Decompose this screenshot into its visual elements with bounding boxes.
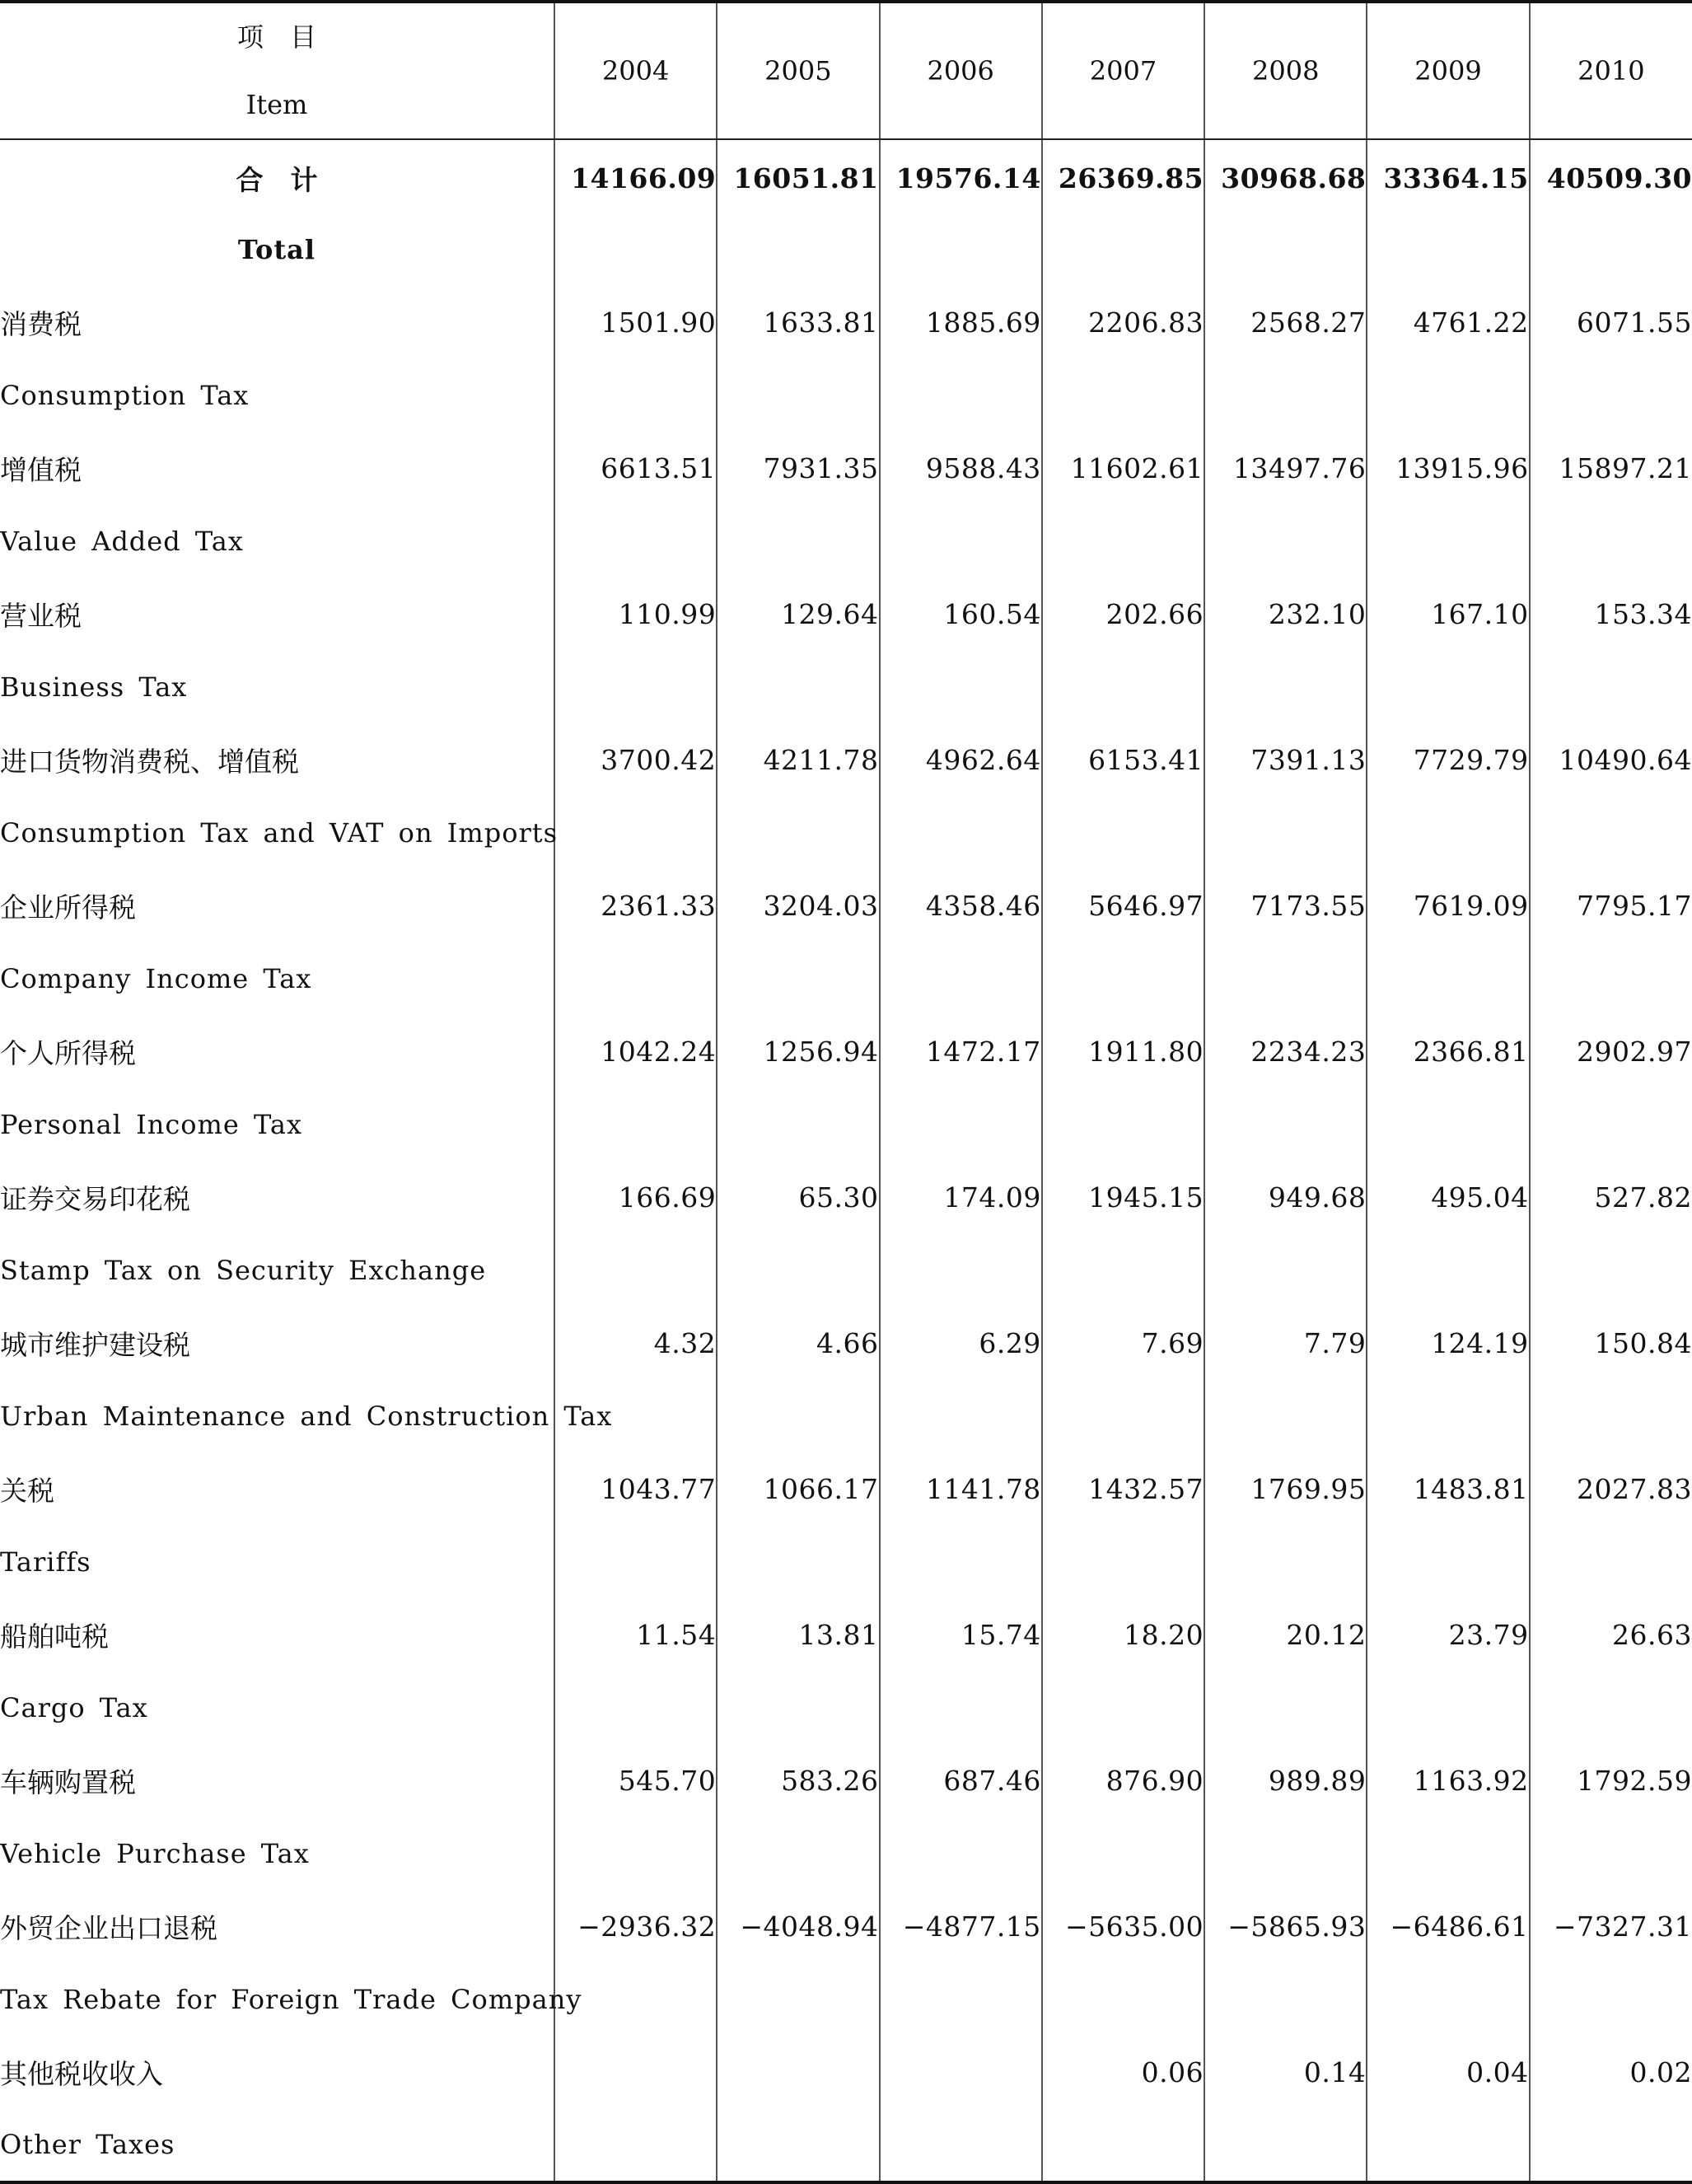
- value-cell: 4962.64: [880, 723, 1042, 797]
- row-label-en: Other Taxes: [0, 2129, 175, 2160]
- table-row: [0, 1598, 1692, 1672]
- table-row-english: [0, 1526, 1692, 1598]
- empty-cell: [880, 1672, 1042, 1744]
- value-cell: 65.30: [717, 1161, 879, 1234]
- table-row: [0, 1890, 1692, 1963]
- value-cell: 583.26: [717, 1744, 879, 1817]
- value-cell: 4358.46: [880, 869, 1042, 942]
- empty-cell: [880, 1380, 1042, 1452]
- row-label-en: Personal Income Tax: [0, 1109, 302, 1140]
- header-year: 2004: [554, 2, 717, 139]
- empty-cell: [880, 2108, 1042, 2182]
- value-cell: 10490.64: [1530, 723, 1692, 797]
- value-cell: 4.66: [717, 1307, 879, 1380]
- value-cell: 1911.80: [1042, 1015, 1204, 1088]
- header-item-zh: 项 目: [236, 21, 316, 53]
- value-cell: 15897.21: [1530, 432, 1692, 505]
- value-cell: 26369.85: [1042, 139, 1204, 213]
- row-label-en: Business Tax: [0, 671, 188, 703]
- value-cell: 1472.17: [880, 1015, 1042, 1088]
- table-row: [0, 1015, 1692, 1088]
- value-cell: 14166.09: [554, 139, 717, 213]
- value-cell: −4048.94: [717, 1890, 879, 1963]
- value-cell: 1163.92: [1367, 1744, 1529, 1817]
- value-cell: 2361.33: [554, 869, 717, 942]
- empty-cell: [1042, 1672, 1204, 1744]
- empty-cell: [1204, 1963, 1367, 2036]
- value-cell: 6153.41: [1042, 723, 1204, 797]
- value-cell: 9588.43: [880, 432, 1042, 505]
- empty-cell: [880, 1234, 1042, 1307]
- empty-cell: [554, 942, 717, 1015]
- value-cell: 1256.94: [717, 1015, 879, 1088]
- value-cell: 19576.14: [880, 139, 1042, 213]
- value-cell: 1432.57: [1042, 1452, 1204, 1526]
- empty-cell: [1042, 1526, 1204, 1598]
- value-cell: 13.81: [717, 1598, 879, 1672]
- table-row: [0, 2036, 1692, 2108]
- empty-cell: [1367, 1963, 1529, 2036]
- value-cell: 166.69: [554, 1161, 717, 1234]
- table-row-english: [0, 1380, 1692, 1452]
- row-label-en: Tax Rebate for Foreign Trade Company: [0, 1984, 582, 2015]
- value-cell: 545.70: [554, 1744, 717, 1817]
- value-cell: 949.68: [1204, 1161, 1367, 1234]
- value-cell: 202.66: [1042, 578, 1204, 651]
- empty-cell: [1530, 1088, 1692, 1161]
- value-cell: 1885.69: [880, 286, 1042, 359]
- empty-cell: [1042, 1963, 1204, 2036]
- empty-cell: [1042, 1817, 1204, 1890]
- empty-cell: [1042, 1380, 1204, 1452]
- row-label-zh: 关税: [0, 1475, 54, 1507]
- empty-cell: [1367, 359, 1529, 432]
- empty-cell: [1530, 1380, 1692, 1452]
- empty-cell: [1530, 359, 1692, 432]
- row-label-zh: 企业所得税: [0, 891, 136, 924]
- table-row-english: [0, 651, 1692, 723]
- empty-cell: [1204, 651, 1367, 723]
- empty-cell: [880, 1963, 1042, 2036]
- row-label-zh: 车辆购置税: [0, 1766, 136, 1798]
- empty-cell: [717, 213, 879, 286]
- empty-cell: [1530, 1817, 1692, 1890]
- value-cell: 1066.17: [717, 1452, 879, 1526]
- row-label-en: Total: [237, 234, 316, 265]
- value-cell: 15.74: [880, 1598, 1042, 1672]
- row-label-zh: 营业税: [0, 600, 82, 632]
- value-cell: 174.09: [880, 1161, 1042, 1234]
- empty-cell: [717, 797, 879, 869]
- empty-cell: [1204, 359, 1367, 432]
- value-cell: 1792.59: [1530, 1744, 1692, 1817]
- empty-cell: [880, 1526, 1042, 1598]
- empty-cell: [880, 213, 1042, 286]
- value-cell: 7931.35: [717, 432, 879, 505]
- empty-cell: [554, 1817, 717, 1890]
- row-label-en: Company Income Tax: [0, 963, 312, 994]
- value-cell: 1633.81: [717, 286, 879, 359]
- empty-cell: [1367, 1817, 1529, 1890]
- empty-cell: [717, 1963, 879, 2036]
- row-label-en: Cargo Tax: [0, 1692, 148, 1723]
- table-row: [0, 1307, 1692, 1380]
- value-cell: [717, 2036, 879, 2108]
- empty-cell: [1042, 1234, 1204, 1307]
- value-cell: 1501.90: [554, 286, 717, 359]
- empty-cell: [1042, 942, 1204, 1015]
- value-cell: 40509.30: [1530, 139, 1692, 213]
- empty-cell: [1367, 505, 1529, 578]
- empty-cell: [717, 359, 879, 432]
- row-label-zh: 合 计: [236, 164, 318, 196]
- value-cell: 129.64: [717, 578, 879, 651]
- row-label-zh: 消费税: [0, 308, 82, 340]
- empty-cell: [717, 1817, 879, 1890]
- table-row: [0, 869, 1692, 942]
- value-cell: 13497.76: [1204, 432, 1367, 505]
- value-cell: 0.02: [1530, 2036, 1692, 2108]
- empty-cell: [1530, 505, 1692, 578]
- empty-cell: [1042, 651, 1204, 723]
- value-cell: 6.29: [880, 1307, 1042, 1380]
- table-row-english: [0, 213, 1692, 286]
- empty-cell: [1204, 2108, 1367, 2182]
- value-cell: −2936.32: [554, 1890, 717, 1963]
- empty-cell: [554, 505, 717, 578]
- empty-cell: [880, 505, 1042, 578]
- row-label-zh: 城市维护建设税: [0, 1329, 190, 1361]
- value-cell: 1769.95: [1204, 1452, 1367, 1526]
- empty-cell: [554, 359, 717, 432]
- empty-cell: [1530, 942, 1692, 1015]
- empty-cell: [554, 1088, 717, 1161]
- header-year: 2005: [717, 2, 879, 139]
- row-label-en: Vehicle Purchase Tax: [0, 1838, 310, 1869]
- value-cell: 2027.83: [1530, 1452, 1692, 1526]
- table-body: [0, 139, 1692, 2182]
- empty-cell: [880, 797, 1042, 869]
- row-label-zh: 外贸企业出口退税: [0, 1912, 217, 1944]
- value-cell: 3204.03: [717, 869, 879, 942]
- table-row-english: [0, 505, 1692, 578]
- empty-cell: [1204, 213, 1367, 286]
- row-label-en: Consumption Tax and VAT on Imports: [0, 817, 559, 849]
- empty-cell: [1042, 797, 1204, 869]
- value-cell: 23.79: [1367, 1598, 1529, 1672]
- empty-cell: [554, 797, 717, 869]
- empty-cell: [717, 1526, 879, 1598]
- value-cell: −4877.15: [880, 1890, 1042, 1963]
- table-row-english: [0, 942, 1692, 1015]
- value-cell: 6071.55: [1530, 286, 1692, 359]
- value-cell: 7795.17: [1530, 869, 1692, 942]
- empty-cell: [1530, 651, 1692, 723]
- empty-cell: [1367, 797, 1529, 869]
- value-cell: 1042.24: [554, 1015, 717, 1088]
- empty-cell: [554, 2108, 717, 2182]
- value-cell: 2366.81: [1367, 1015, 1529, 1088]
- empty-cell: [554, 1672, 717, 1744]
- row-label-en: Tariffs: [0, 1546, 91, 1578]
- value-cell: 1483.81: [1367, 1452, 1529, 1526]
- empty-cell: [1367, 651, 1529, 723]
- value-cell: 150.84: [1530, 1307, 1692, 1380]
- empty-cell: [1204, 1234, 1367, 1307]
- table-row: [0, 1744, 1692, 1817]
- empty-cell: [1367, 1234, 1529, 1307]
- empty-cell: [1367, 1526, 1529, 1598]
- value-cell: 3700.42: [554, 723, 717, 797]
- empty-cell: [1530, 1672, 1692, 1744]
- row-label-en: Urban Maintenance and Construction Tax: [0, 1401, 613, 1432]
- empty-cell: [717, 1672, 879, 1744]
- table-row-english: [0, 797, 1692, 869]
- header-item-en: Item: [245, 89, 308, 120]
- table-row-english: [0, 359, 1692, 432]
- value-cell: −7327.31: [1530, 1890, 1692, 1963]
- value-cell: 11.54: [554, 1598, 717, 1672]
- header-year: 2007: [1042, 2, 1204, 139]
- value-cell: 687.46: [880, 1744, 1042, 1817]
- table-row: [0, 432, 1692, 505]
- value-cell: 2902.97: [1530, 1015, 1692, 1088]
- value-cell: 6613.51: [554, 432, 717, 505]
- value-cell: 7.79: [1204, 1307, 1367, 1380]
- value-cell: 7729.79: [1367, 723, 1529, 797]
- table-row-english: [0, 1234, 1692, 1307]
- empty-cell: [554, 213, 717, 286]
- empty-cell: [1530, 1526, 1692, 1598]
- table-row: [0, 139, 1692, 213]
- header-year: 2008: [1204, 2, 1367, 139]
- value-cell: 2234.23: [1204, 1015, 1367, 1088]
- value-cell: 7173.55: [1204, 869, 1367, 942]
- empty-cell: [717, 1088, 879, 1161]
- value-cell: 876.90: [1042, 1744, 1204, 1817]
- empty-cell: [717, 505, 879, 578]
- empty-cell: [880, 651, 1042, 723]
- empty-cell: [1367, 942, 1529, 1015]
- empty-cell: [1204, 1526, 1367, 1598]
- table-row-english: [0, 1963, 1692, 2036]
- value-cell: 153.34: [1530, 578, 1692, 651]
- value-cell: 11602.61: [1042, 432, 1204, 505]
- value-cell: 167.10: [1367, 578, 1529, 651]
- empty-cell: [1367, 213, 1529, 286]
- value-cell: 4.32: [554, 1307, 717, 1380]
- value-cell: 1043.77: [554, 1452, 717, 1526]
- value-cell: 0.04: [1367, 2036, 1529, 2108]
- value-cell: 13915.96: [1367, 432, 1529, 505]
- empty-cell: [1530, 1234, 1692, 1307]
- empty-cell: [554, 1526, 717, 1598]
- table-row-english: [0, 1672, 1692, 1744]
- value-cell: 160.54: [880, 578, 1042, 651]
- value-cell: 0.14: [1204, 2036, 1367, 2108]
- value-cell: 7619.09: [1367, 869, 1529, 942]
- empty-cell: [880, 1088, 1042, 1161]
- empty-cell: [1367, 1672, 1529, 1744]
- row-label-zh: 证券交易印花税: [0, 1183, 190, 1215]
- empty-cell: [1204, 1088, 1367, 1161]
- header-item-cell: [0, 2, 554, 139]
- empty-cell: [1530, 213, 1692, 286]
- row-label-zh: 船舶吨税: [0, 1620, 109, 1653]
- value-cell: 0.06: [1042, 2036, 1204, 2108]
- value-cell: 7391.13: [1204, 723, 1367, 797]
- empty-cell: [717, 1380, 879, 1452]
- value-cell: 20.12: [1204, 1598, 1367, 1672]
- value-cell: [880, 2036, 1042, 2108]
- value-cell: 110.99: [554, 578, 717, 651]
- empty-cell: [1530, 2108, 1692, 2182]
- row-label-en: Value Added Tax: [0, 526, 244, 557]
- empty-cell: [1530, 797, 1692, 869]
- empty-cell: [717, 942, 879, 1015]
- empty-cell: [1204, 505, 1367, 578]
- row-label-zh: 增值税: [0, 454, 82, 486]
- table-row: [0, 723, 1692, 797]
- empty-cell: [717, 651, 879, 723]
- table-row: [0, 1161, 1692, 1234]
- empty-cell: [1367, 2108, 1529, 2182]
- table-row-english: [0, 1088, 1692, 1161]
- value-cell: 2206.83: [1042, 286, 1204, 359]
- value-cell: 26.63: [1530, 1598, 1692, 1672]
- empty-cell: [1530, 1963, 1692, 2036]
- empty-cell: [880, 942, 1042, 1015]
- value-cell: 1141.78: [880, 1452, 1042, 1526]
- value-cell: 18.20: [1042, 1598, 1204, 1672]
- header-year: 2009: [1367, 2, 1529, 139]
- empty-cell: [1204, 1380, 1367, 1452]
- empty-cell: [1042, 1088, 1204, 1161]
- table-row-english: [0, 2108, 1692, 2182]
- value-cell: 527.82: [1530, 1161, 1692, 1234]
- empty-cell: [1204, 942, 1367, 1015]
- row-label-en: Consumption Tax: [0, 380, 250, 411]
- empty-cell: [1204, 797, 1367, 869]
- table-row-english: [0, 1817, 1692, 1890]
- empty-cell: [1204, 1672, 1367, 1744]
- value-cell: 30968.68: [1204, 139, 1367, 213]
- empty-cell: [1367, 1088, 1529, 1161]
- empty-cell: [1042, 213, 1204, 286]
- empty-cell: [880, 1817, 1042, 1890]
- value-cell: 16051.81: [717, 139, 879, 213]
- empty-cell: [1042, 505, 1204, 578]
- empty-cell: [1042, 2108, 1204, 2182]
- header-year: 2006: [880, 2, 1042, 139]
- table-row: [0, 1452, 1692, 1526]
- empty-cell: [717, 2108, 879, 2182]
- value-cell: 4211.78: [717, 723, 879, 797]
- empty-cell: [1204, 1817, 1367, 1890]
- empty-cell: [880, 359, 1042, 432]
- row-label-zh: 个人所得税: [0, 1037, 136, 1069]
- value-cell: 7.69: [1042, 1307, 1204, 1380]
- table-row: [0, 578, 1692, 651]
- row-label-en: Stamp Tax on Security Exchange: [0, 1255, 487, 1286]
- value-cell: 4761.22: [1367, 286, 1529, 359]
- value-cell: −6486.61: [1367, 1890, 1529, 1963]
- value-cell: [554, 2036, 717, 2108]
- value-cell: −5635.00: [1042, 1890, 1204, 1963]
- empty-cell: [717, 1234, 879, 1307]
- empty-cell: [1367, 1380, 1529, 1452]
- value-cell: −5865.93: [1204, 1890, 1367, 1963]
- header-year: 2010: [1530, 2, 1692, 139]
- value-cell: 2568.27: [1204, 286, 1367, 359]
- empty-cell: [1042, 359, 1204, 432]
- value-cell: 1945.15: [1042, 1161, 1204, 1234]
- empty-cell: [554, 651, 717, 723]
- row-label-zh: 进口货物消费税、增值税: [0, 746, 299, 778]
- table-header-row: [0, 2, 1692, 139]
- value-cell: 124.19: [1367, 1307, 1529, 1380]
- value-cell: 495.04: [1367, 1161, 1529, 1234]
- table-row: [0, 286, 1692, 359]
- value-cell: 5646.97: [1042, 869, 1204, 942]
- value-cell: 232.10: [1204, 578, 1367, 651]
- value-cell: 989.89: [1204, 1744, 1367, 1817]
- value-cell: 33364.15: [1367, 139, 1529, 213]
- row-label-zh: 其他税收收入: [0, 2057, 163, 2090]
- empty-cell: [554, 1234, 717, 1307]
